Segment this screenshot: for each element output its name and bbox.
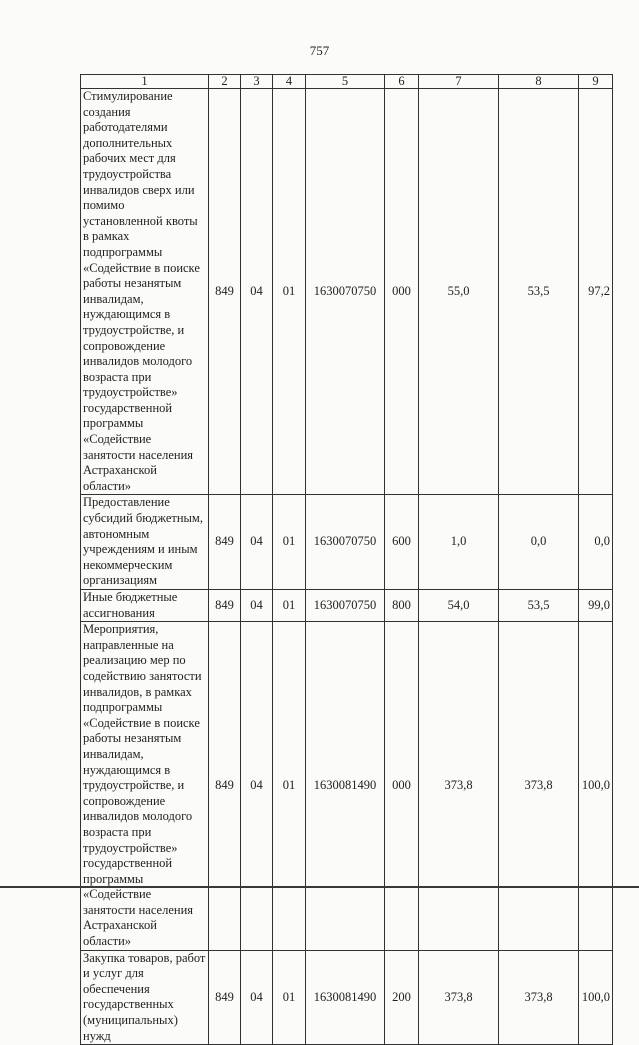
cell-col-7: 54,0: [419, 590, 499, 622]
cell-col-4: 01: [273, 622, 306, 950]
cell-col-2: 849: [209, 622, 241, 950]
header-col-4: 4: [273, 75, 306, 89]
cell-col-5: 1630070750: [306, 590, 385, 622]
cell-col-9: 100,0: [579, 950, 613, 1045]
budget-table: [80, 74, 613, 1045]
cell-col-9: 0,0: [579, 495, 613, 590]
header-col-5: 5: [306, 75, 385, 89]
cell-col-4: 01: [273, 89, 306, 495]
cell-col-2: 849: [209, 590, 241, 622]
cell-col-8: 373,8: [499, 622, 579, 950]
table-row: [81, 495, 613, 590]
cell-col-7: 1,0: [419, 495, 499, 590]
page-number: 757: [309, 43, 330, 58]
row-description: Закупка товаров, работ и услуг для обеспечения государственных (муниципальных) нужд: [81, 950, 209, 1045]
cell-col-3: 04: [241, 950, 273, 1045]
table-row: [81, 590, 613, 622]
header-col-9: 9: [579, 75, 613, 89]
cell-col-4: 01: [273, 950, 306, 1045]
cell-col-7: 373,8: [419, 950, 499, 1045]
row-description: Мероприятия, направленные на реализацию мер по содействию занятости инвалидов, в рамках подпрограммы «Содействие в поиске работы незанятым инвалидам, нуждающимся в трудоустройстве, и сопровождение инвалидов молодого возраста при трудоустройстве» государственной программы «Содействие занятости населения Астраханской области»: [81, 622, 209, 950]
cell-col-6: 000: [385, 89, 419, 495]
table-row: [81, 89, 613, 495]
cell-col-7: 373,8: [419, 622, 499, 950]
cell-col-7: 55,0: [419, 89, 499, 495]
cell-col-8: 373,8: [499, 950, 579, 1045]
cell-col-8: 53,5: [499, 590, 579, 622]
header-col-2: 2: [209, 75, 241, 89]
cell-col-9: 97,2: [579, 89, 613, 495]
cell-col-9: 99,0: [579, 590, 613, 622]
cell-col-6: 800: [385, 590, 419, 622]
cell-col-8: 53,5: [499, 89, 579, 495]
table-row: [81, 622, 613, 950]
header-col-1: 1: [81, 75, 209, 89]
cell-col-2: 849: [209, 89, 241, 495]
header-row: [81, 75, 613, 89]
cell-col-6: 600: [385, 495, 419, 590]
cell-col-3: 04: [241, 622, 273, 950]
page-bottom-rule: [0, 886, 639, 888]
cell-col-5: 1630081490: [306, 950, 385, 1045]
cell-col-2: 849: [209, 495, 241, 590]
cell-col-3: 04: [241, 495, 273, 590]
row-description: Иные бюджетные ассигнования: [81, 590, 209, 622]
cell-col-3: 04: [241, 89, 273, 495]
cell-col-6: 000: [385, 622, 419, 950]
cell-col-8: 0,0: [499, 495, 579, 590]
cell-col-5: 1630070750: [306, 495, 385, 590]
row-description: Стимулирование создания работодателями дополнительных рабочих мест для трудоустройства инвалидов сверх или помимо установленной квоты в рамках подпрограммы «Содействие в поиске работы незанятым инвалидам, нуждающимся в трудоустройстве, и сопровождение инвалидов молодого возраста при трудоустройстве» государственной программы «Содействие занятости населения Астраханской области»: [81, 89, 209, 495]
header-col-6: 6: [385, 75, 419, 89]
cell-col-9: 100,0: [579, 622, 613, 950]
cell-col-4: 01: [273, 590, 306, 622]
cell-col-2: 849: [209, 950, 241, 1045]
cell-col-5: 1630070750: [306, 89, 385, 495]
table-row: [81, 950, 613, 1045]
row-description: Предоставление субсидий бюджетным, автономным учреждениям и иным некоммерческим организациям: [81, 495, 209, 590]
cell-col-6: 200: [385, 950, 419, 1045]
cell-col-4: 01: [273, 495, 306, 590]
header-col-3: 3: [241, 75, 273, 89]
cell-col-5: 1630081490: [306, 622, 385, 950]
cell-col-3: 04: [241, 590, 273, 622]
header-col-7: 7: [419, 75, 499, 89]
header-col-8: 8: [499, 75, 579, 89]
